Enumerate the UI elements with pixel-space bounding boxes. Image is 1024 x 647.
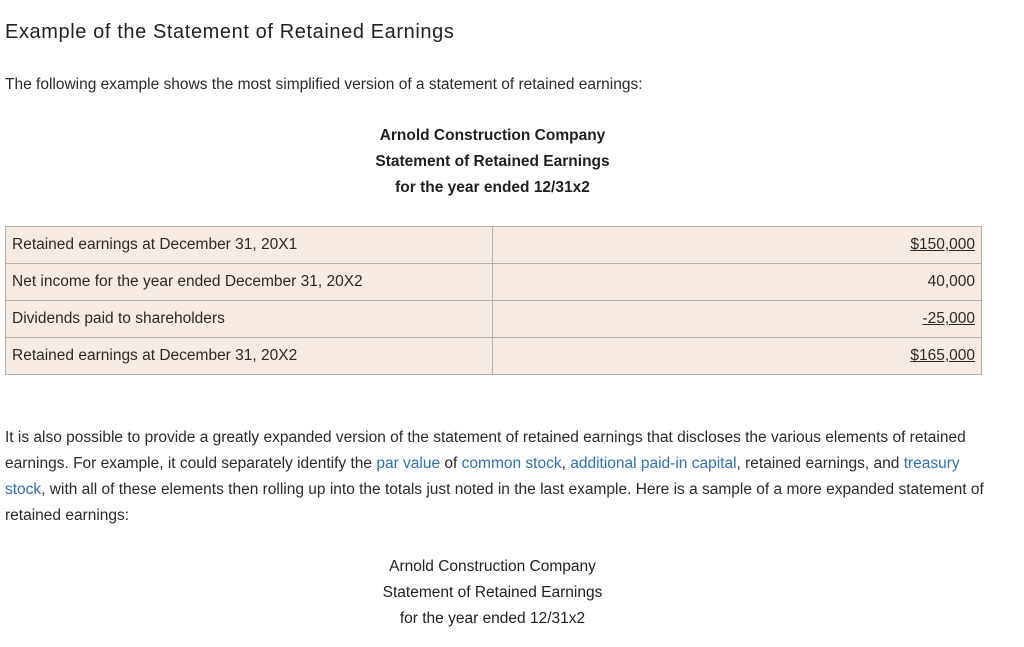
retained-earnings-table xyxy=(5,226,982,375)
intro-text: The following example shows the most simplified version of a statement of retained earnings: xyxy=(5,76,643,93)
par-value-link[interactable]: par value xyxy=(376,455,441,472)
additional-paid-in-capital-link[interactable]: additional paid-in capital xyxy=(570,455,737,472)
table-row xyxy=(6,338,982,375)
row-label: Retained earnings at December 31, 20X1 xyxy=(6,227,493,264)
row-amount xyxy=(493,301,982,338)
statement-header xyxy=(0,123,985,201)
common-stock-link[interactable]: common stock xyxy=(461,455,562,472)
table-row xyxy=(6,301,982,338)
table-row xyxy=(6,264,982,301)
expanded-version-paragraph xyxy=(5,425,995,529)
row-amount xyxy=(493,227,982,264)
paragraph-text: , xyxy=(561,455,571,472)
expanded-statement-header xyxy=(0,554,985,632)
amount-value: 40,000 xyxy=(927,273,975,290)
page-title: Example of the Statement of Retained Earnings xyxy=(5,21,455,43)
row-amount xyxy=(493,264,982,301)
row-label: Retained earnings at December 31, 20X2 xyxy=(6,338,493,375)
statement-title: Statement of Retained Earnings xyxy=(375,153,610,170)
company-name: Arnold Construction Company xyxy=(389,558,596,575)
paragraph-text: It is also possible to provide a greatly expanded version of the statement of retained earnings that discloses the various elements of retained earnings. For example, it could separately identify the xyxy=(5,429,966,472)
paragraph-text: , retained earnings, and xyxy=(736,455,904,472)
treasury-stock-link[interactable]: treasury stock xyxy=(5,455,960,498)
amount-value: -25,000 xyxy=(922,310,975,327)
statement-period: for the year ended 12/31x2 xyxy=(399,610,586,627)
amount-value: $150,000 xyxy=(910,236,975,253)
row-label: Dividends paid to shareholders xyxy=(6,301,493,338)
row-label: Net income for the year ended December 31, 20X2 xyxy=(6,264,493,301)
statement-title: Statement of Retained Earnings xyxy=(382,584,603,601)
paragraph-text: , with all of these elements then rolling up into the totals just noted in the last example. Here is a sample of a more expanded statement of retained earnings: xyxy=(5,481,984,524)
company-name: Arnold Construction Company xyxy=(379,127,606,144)
paragraph-text: of xyxy=(440,455,462,472)
table-row xyxy=(6,227,982,264)
statement-period: for the year ended 12/31x2 xyxy=(395,179,590,196)
amount-value: $165,000 xyxy=(910,347,975,364)
row-amount xyxy=(493,338,982,375)
